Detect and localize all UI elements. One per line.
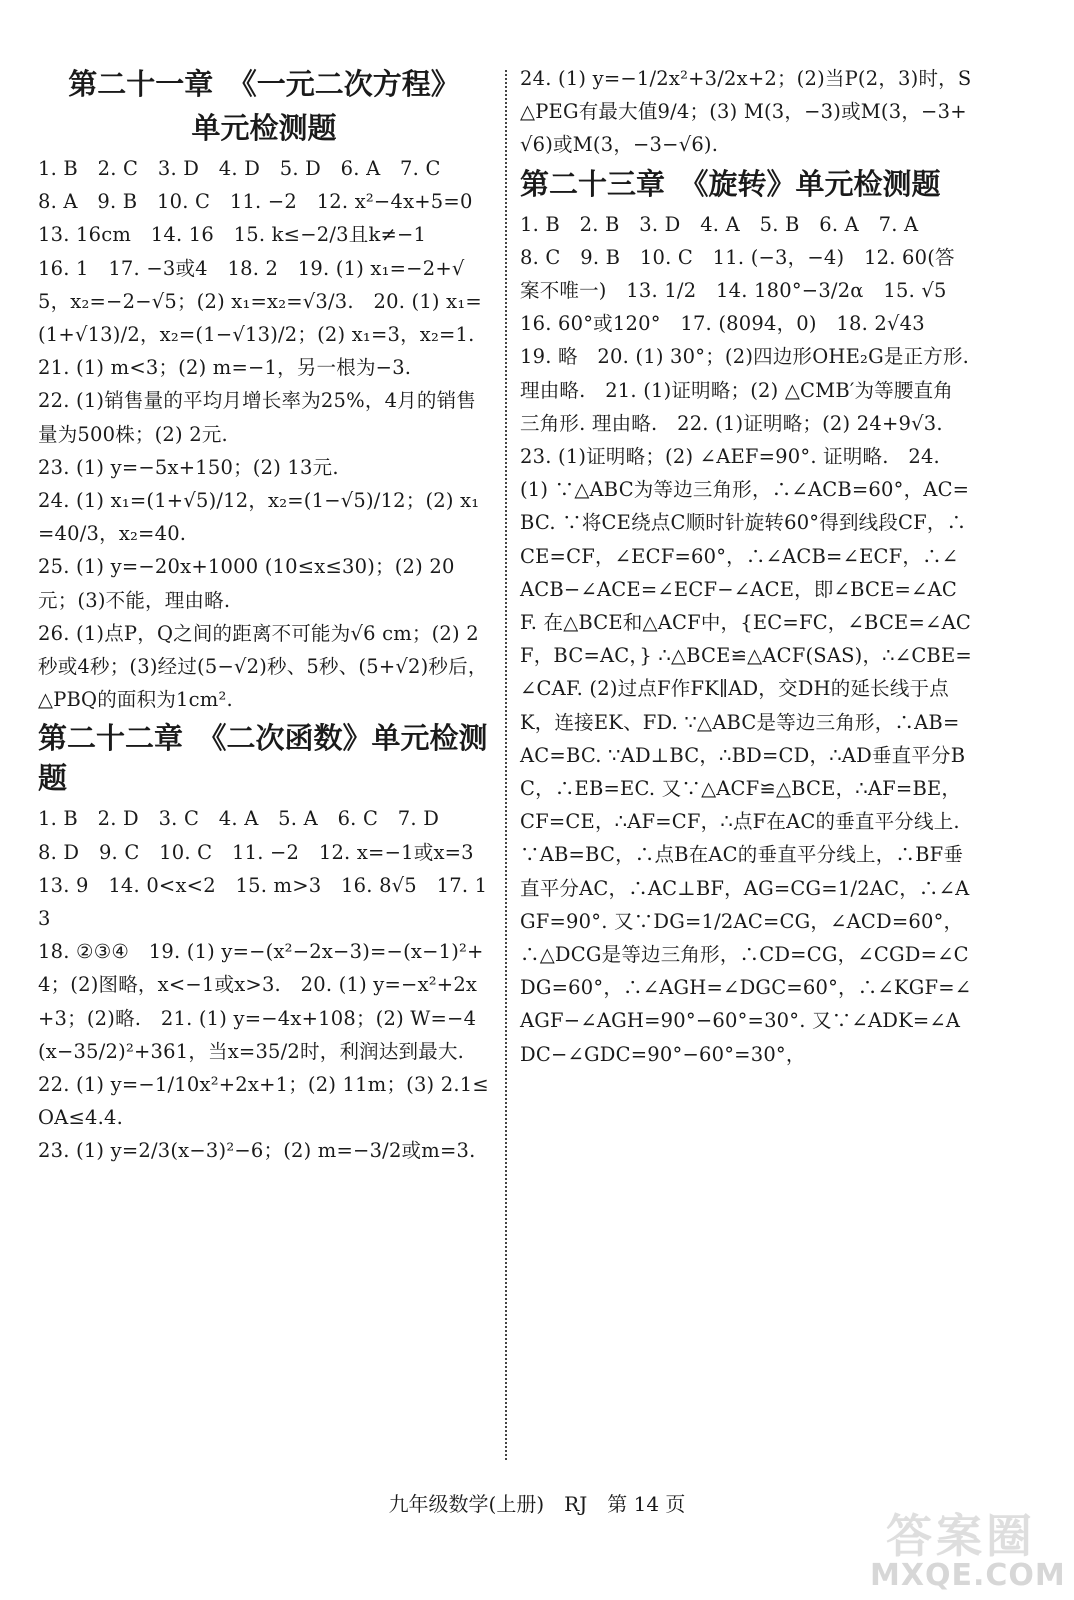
- right-column: [520, 62, 972, 1071]
- column-divider: [505, 70, 507, 1460]
- chapter23-answers: 1. B 2. B 3. D 4. A 5. B 6. A 7. A 8. C 9. B 10. C 11. (−3，−4) 12. 60(答案不唯一) 13. 1/2 14. 180°−3/2α 15. √5 16. 60°或120° 17. (8094，0) 18. 2√43 19. 略 20. (1) 30°；(2)四边形OHE₂G是正方形. 理由略. 21. (1)证明略；(2) △CMB′为等腰直角三角形. 理由略. 22. (1)证明略；(2) 24+9√3. 23. (1)证明略；(2) ∠AEF=90°. 证明略. 24. (1) ∵△ABC为等边三角形，∴∠ACB=60°，AC=BC. ∵将CE绕点C顺时针旋转60°得到线段CF，∴CE=CF，∠ECF=60°，∴∠ACB=∠ECF，∴∠ACB−∠ACE=∠ECF−∠ACE，即∠BCE=∠ACF. 在△BCE和△ACF中，{EC=FC，∠BCE=∠ACF，BC=AC，} ∴△BCE≌△ACF(SAS)，∴∠CBE=∠CAF. (2)过点F作FK∥AD，交DH的延长线于点K，连接EK、FD. ∵△ABC是等边三角形，∴AB=AC=BC. ∵AD⊥BC，∴BD=CD，∴AD垂直平分BC，∴EB=EC. 又∵△ACF≌△BCE，∴AF=BE，CF=CE，∴AF=CF，∴点F在AC的垂直平分线上. ∵AB=BC，∴点B在AC的垂直平分线上，∴BF垂直平分AC，∴AC⊥BF，AG=CG=1/2AC，∴∠AGF=90°. 又∵DG=1/2AC=CG，∠ACD=60°，∴△DCG是等边三角形，∴CD=CG，∠CGD=∠CDG=60°，∴∠AGH=∠DGC=60°，∴∠KGF=∠AGF−∠AGH=90°−60°=30°. 又∵∠ADK=∠ADC−∠GDC=90°−60°=30°，: [520, 212, 972, 1066]
- chapter22-answers: 1. B 2. D 3. C 4. A 5. A 6. C 7. D 8. D 9. C 10. C 11. −2 12. x=−1或x=3 13. 9 14. 0<x<2 15. m>3 16. 8√5 17. 13 18. ②③④ 19. (1) y=−(x²−2x−3)=−(x−1)²+4；(2)图略，x<−1或x>3. 20. (1) y=−x²+2x+3；(2)略. 21. (1) y=−4x+108；(2) W=−4(x−35/2)²+361，当x=35/2时，利润达到最大. 22. (1) y=−1/10x²+2x+1；(2) 11m；(3) 2.1≤OA≤4.4. 23. (1) y=2/3(x−3)²−6；(2) m=−3/2或m=3.: [38, 807, 489, 1163]
- chapter21-title: 第二十一章 《一元二次方程》: [68, 67, 460, 101]
- watermark-text: 答案圈: [886, 1509, 1036, 1563]
- chapter22-answers-continued: 24. (1) y=−1/2x²+3/2x+2；(2)当P(2，3)时，S△PEG有最大值9/4；(3) M(3，−3)或M(3，−3+√6)或M(3，−3−√6).: [520, 67, 972, 157]
- watermark-url: MXQE.COM: [870, 1558, 1066, 1593]
- chapter22-title: 第二十二章 《二次函数》单元检测题: [38, 721, 488, 796]
- page-footer: 九年级数学(上册) RJ 第 14 页: [388, 1492, 686, 1516]
- chapter23-title: 第二十三章 《旋转》单元检测题: [520, 166, 941, 201]
- chapter21-subtitle: 单元检测题: [191, 111, 337, 145]
- chapter21-answers: 1. B 2. C 3. D 4. D 5. D 6. A 7. C 8. A 9. B 10. C 11. −2 12. x²−4x+5=0 13. 16cm 14. 16 15. k≤−2/3且k≠−1 16. 1 17. −3或4 18. 2 19. (1) x₁=−2+√5，x₂=−2−√5；(2) x₁=x₂=√3/3. 20. (1) x₁=(1+√13)/2，x₂=(1−√13)/2；(2) x₁=3，x₂=1. 21. (1) m<3；(2) m=−1，另一根为−3. 22. (1)销售量的平均月增长率为25%，4月的销售量为500株；(2) 2元. 23. (1) y=−5x+150；(2) 13元. 24. (1) x₁=(1+√5)/12，x₂=(1−√5)/12；(2) x₁=40/3，x₂=40. 25. (1) y=−20x+1000 (10≤x≤30)；(2) 20元；(3)不能，理由略. 26. (1)点P，Q之间的距离不可能为√6 cm；(2) 2秒或4秒；(3)经过(5−√2)秒、5秒、(5+√2)秒后，△PBQ的面积为1cm².: [38, 157, 488, 712]
- left-column: [38, 62, 490, 1168]
